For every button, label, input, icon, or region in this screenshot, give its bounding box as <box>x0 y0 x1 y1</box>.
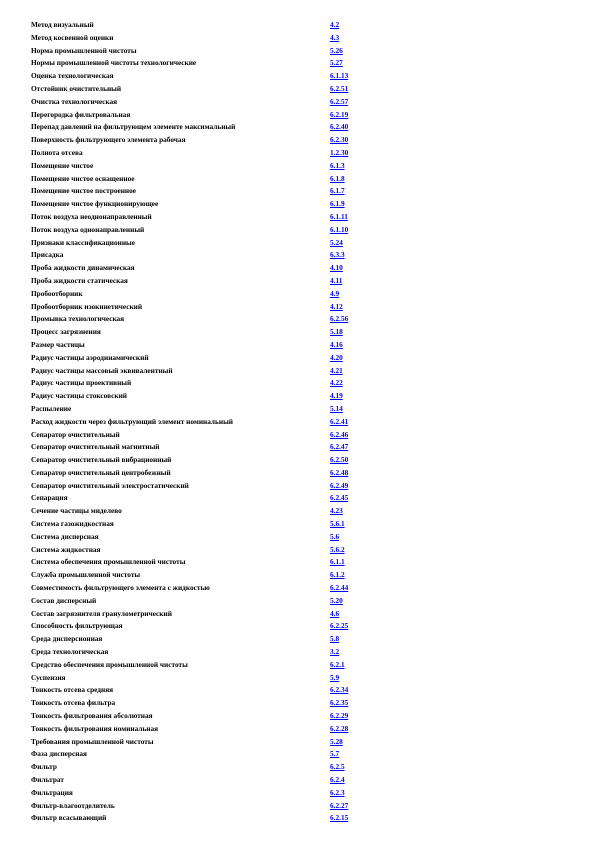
index-ref-link[interactable]: 5.6 <box>330 531 340 541</box>
index-entry <box>31 326 571 339</box>
index-entry <box>31 262 571 275</box>
index-term: Проба жидкости статическая <box>31 275 128 285</box>
index-entry <box>31 301 571 314</box>
index-entry <box>31 416 571 429</box>
index-term: Сепаратор очистительный центробежный <box>31 467 171 477</box>
index-ref-link[interactable]: 6.2.46 <box>330 429 349 439</box>
index-entry <box>31 390 571 403</box>
index-ref-link[interactable]: 6.1.10 <box>330 224 349 234</box>
index-ref-link[interactable]: 6.2.40 <box>330 122 349 132</box>
index-ref-link[interactable]: 6.2.28 <box>330 723 349 733</box>
index-ref-link[interactable]: 6.1.9 <box>330 199 345 209</box>
index-ref-link[interactable]: 5.9 <box>330 672 340 682</box>
index-term: Отстойник очистительный <box>31 83 122 93</box>
index-ref-link[interactable]: 4.22 <box>330 378 343 388</box>
index-entry <box>31 429 571 442</box>
index-ref-link[interactable]: 4.20 <box>330 352 343 362</box>
index-ref-link[interactable]: 6.2.50 <box>330 455 349 465</box>
index-ref-link[interactable]: 3.2 <box>330 647 340 657</box>
index-entry <box>31 249 571 262</box>
index-term: Сепарация <box>31 493 68 503</box>
index-ref-link[interactable]: 6.2.45 <box>330 493 349 503</box>
index-term: Метод визуальный <box>31 20 94 29</box>
index-entry <box>31 454 571 467</box>
index-term: Перегородка фильтровальная <box>31 109 131 119</box>
index-term: Поверхность фильтрующего элемента рабочая <box>31 135 186 145</box>
index-entry <box>31 569 571 582</box>
index-term: Тонкость отсева фильтра <box>31 698 116 708</box>
index-entry <box>31 646 571 659</box>
index-ref-link[interactable]: 4.10 <box>330 263 343 273</box>
index-ref-link[interactable]: 6.2.25 <box>330 621 349 631</box>
index-ref-link[interactable]: 4.11 <box>330 275 343 285</box>
index-ref-link[interactable]: 6.2.5 <box>330 762 345 772</box>
index-term: Тонкость фильтрования номинальная <box>31 723 159 733</box>
index-entry <box>31 800 571 813</box>
index-ref-link[interactable]: 1.2.30 <box>330 147 349 157</box>
index-entry <box>31 761 571 774</box>
index-entry <box>31 211 571 224</box>
index-term: Средство обеспечения промышленной чистоты <box>31 659 188 669</box>
index-ref-link[interactable]: 4.6 <box>330 608 340 618</box>
index-term: Помещение чистое функционирующее <box>31 199 159 209</box>
index-entry <box>31 736 571 749</box>
index-ref-link[interactable]: 6.2.49 <box>330 480 349 490</box>
index-term: Помещение чистое оснащенное <box>31 173 135 183</box>
index-entry <box>31 441 571 454</box>
index-term: Служба промышленной чистоты <box>31 570 141 580</box>
index-term: Радиус частицы массовый эквивалентный <box>31 365 173 375</box>
index-entry <box>31 684 571 697</box>
index-entry <box>31 480 571 493</box>
index-term: Расход жидкости через фильтрующий элемент номинальный <box>31 416 233 426</box>
index-entry <box>31 697 571 710</box>
index-ref-link[interactable]: 6.2.4 <box>330 775 345 785</box>
index-entry <box>31 121 571 134</box>
index-term: Система газожидкостная <box>31 519 114 529</box>
index-entry <box>31 288 571 301</box>
index-entry <box>31 492 571 505</box>
index-entry <box>31 224 571 237</box>
index-ref-link[interactable]: 6.2.1 <box>330 659 345 669</box>
index-term: Среда технологическая <box>31 647 109 657</box>
index-term: Фильтр всасывающий <box>31 813 107 823</box>
index-entry <box>31 633 571 646</box>
index-ref-link[interactable]: 6.2.29 <box>330 711 349 721</box>
index-entry <box>31 723 571 736</box>
index-term: Помещение чистое построенное <box>31 186 137 196</box>
index-ref-link[interactable]: 6.2.35 <box>330 698 349 708</box>
index-entry <box>31 531 571 544</box>
index-entry <box>31 173 571 186</box>
index-ref-link[interactable]: 4.23 <box>330 506 343 516</box>
index-term: Сепаратор очистительный вибрационный <box>31 455 172 465</box>
index-ref-link[interactable]: 6.2.27 <box>330 800 349 810</box>
index-term: Распыление <box>31 403 72 413</box>
index-ref-link[interactable]: 5.28 <box>330 736 343 746</box>
index-term: Радиус частицы стоксовский <box>31 391 127 401</box>
index-term: Фильтрат <box>31 775 64 785</box>
index-term: Присадка <box>31 250 64 260</box>
index-ref-link[interactable]: 5.6.2 <box>330 544 345 554</box>
index-term: Пробоотборник изокинетический <box>31 301 143 311</box>
index-ref-link[interactable]: 6.1.8 <box>330 173 345 183</box>
index-ref-link[interactable]: 6.1.3 <box>330 160 345 170</box>
index-term: Фильтр-влагоотделитель <box>31 800 115 810</box>
index-term: Система дисперсная <box>31 531 99 541</box>
index-ref-link[interactable]: 4.16 <box>330 339 343 349</box>
index-term: Система обеспечения промышленной чистоты <box>31 557 186 567</box>
index-ref-link[interactable]: 5.6.1 <box>330 519 345 529</box>
index-ref-link[interactable]: 6.2.56 <box>330 314 349 324</box>
index-ref-link[interactable]: 4.12 <box>330 301 343 311</box>
index-ref-link[interactable]: 6.2.34 <box>330 685 349 695</box>
index-ref-link[interactable]: 6.3.3 <box>330 250 345 260</box>
index-term: Промывка технологическая <box>31 314 125 324</box>
index-term: Способность фильтрующая <box>31 621 123 631</box>
index-term: Требования промышленной чистоты <box>31 736 154 746</box>
index-ref-link[interactable]: 6.1.7 <box>330 186 345 196</box>
index-term: Метод косвенной оценки <box>31 32 114 42</box>
index-entry <box>31 403 571 416</box>
index-ref-link[interactable]: 6.2.19 <box>330 109 349 119</box>
index-ref-link[interactable]: 6.1.11 <box>330 211 348 221</box>
index-entry <box>31 134 571 147</box>
index-entry <box>31 556 571 569</box>
index-ref-link[interactable]: 6.2.47 <box>330 442 349 452</box>
index-entry <box>31 96 571 109</box>
index-term: Норма промышленной чистоты <box>31 45 137 55</box>
index-entry <box>31 787 571 800</box>
index-term: Тонкость фильтрования абсолютная <box>31 711 153 721</box>
index-term: Фильтрация <box>31 787 73 797</box>
index-term: Сечение частицы миделево <box>31 506 122 516</box>
index-term: Состав загрязнителя гранулометрический <box>31 608 172 618</box>
index-entry <box>31 45 571 58</box>
index-term: Фаза дисперсная <box>31 749 87 759</box>
index-term: Сепаратор очистительный магнитный <box>31 442 160 452</box>
index-entry <box>31 352 571 365</box>
index-ref-link[interactable]: 6.2.41 <box>330 416 349 426</box>
index-entry <box>31 595 571 608</box>
index-term: Радиус частицы аэродинамический <box>31 352 149 362</box>
index-term: Тонкость отсева средняя <box>31 685 114 695</box>
index-entry <box>31 467 571 480</box>
index-ref-link[interactable]: 6.2.15 <box>330 813 349 823</box>
index-ref-link[interactable]: 5.14 <box>330 403 343 413</box>
index-term: Радиус частицы проективный <box>31 378 132 388</box>
index-ref-link[interactable]: 5.8 <box>330 634 340 644</box>
index-entry <box>31 109 571 122</box>
index-entry <box>31 812 571 825</box>
index-term: Сепаратор очистительный электростатический <box>31 480 189 490</box>
index-entry <box>31 518 571 531</box>
index-ref-link[interactable]: 6.1.2 <box>330 570 345 580</box>
index-term: Признаки классификационные <box>31 237 135 247</box>
index-ref-link[interactable]: 5.26 <box>330 45 343 55</box>
index-ref-link[interactable]: 6.2.44 <box>330 583 349 593</box>
index-entry <box>31 582 571 595</box>
index-term: Процесс загрязнения <box>31 327 101 337</box>
index-entry <box>31 339 571 352</box>
index-entry <box>31 748 571 761</box>
index-entry <box>31 505 571 518</box>
index-ref-link[interactable]: 5.27 <box>330 58 343 68</box>
index-term: Оценка технологическая <box>31 71 114 81</box>
index-term: Поток воздуха однонаправленный <box>31 224 145 234</box>
index-term: Проба жидкости динамическая <box>31 263 135 273</box>
index-ref-link[interactable]: 5.20 <box>330 595 343 605</box>
index-entry <box>31 620 571 633</box>
index-ref-link[interactable]: 6.2.57 <box>330 96 349 106</box>
index-entry <box>31 83 571 96</box>
index-ref-link[interactable]: 6.2.30 <box>330 135 349 145</box>
index-term: Полнота отсева <box>31 147 83 157</box>
index-term: Состав дисперсный <box>31 595 97 605</box>
index-ref-link[interactable]: 5.24 <box>330 237 343 247</box>
index-term: Среда дисперсионная <box>31 634 103 644</box>
index-entry <box>31 185 571 198</box>
index-ref-link[interactable]: 6.1.13 <box>330 71 349 81</box>
index-ref-link[interactable]: 4.21 <box>330 365 343 375</box>
index-ref-link[interactable]: 6.2.51 <box>330 83 349 93</box>
index-term: Нормы промышленной чистоты технологические <box>31 58 197 68</box>
index-entry <box>31 198 571 211</box>
index-entry <box>31 19 571 32</box>
index-entry <box>31 774 571 787</box>
index-entry <box>31 160 571 173</box>
index-entry <box>31 147 571 160</box>
index-term: Суспензия <box>31 672 66 682</box>
index-term: Совместимость фильтрующего элемента с жидкостью <box>31 583 210 593</box>
index-entry <box>31 57 571 70</box>
index-ref-link[interactable]: 5.7 <box>330 749 340 759</box>
index-entry <box>31 710 571 723</box>
index-entry <box>31 32 571 45</box>
index-term: Перепад давлений на фильтрующем элементе максимальный <box>31 122 236 132</box>
index-ref-link[interactable]: 4.2 <box>330 20 340 29</box>
index-ref-link[interactable]: 5.18 <box>330 327 343 337</box>
index-ref-link[interactable]: 4.9 <box>330 288 340 298</box>
index-term: Система жидкостная <box>31 544 101 554</box>
index-entry <box>31 659 571 672</box>
index-entry <box>31 672 571 685</box>
index-entry <box>31 608 571 621</box>
index-entry <box>31 70 571 83</box>
index-term: Очистка технологическая <box>31 96 118 106</box>
term-index <box>31 19 571 825</box>
index-entry <box>31 237 571 250</box>
index-ref-link[interactable]: 4.3 <box>330 32 340 42</box>
index-term: Поток воздуха неоднонаправленный <box>31 211 152 221</box>
index-ref-link[interactable]: 6.2.48 <box>330 467 349 477</box>
index-entry <box>31 365 571 378</box>
index-term: Размер частицы <box>31 339 85 349</box>
index-entry <box>31 313 571 326</box>
index-entry <box>31 544 571 557</box>
index-term: Фильтр <box>31 762 57 772</box>
index-entry <box>31 275 571 288</box>
index-ref-link[interactable]: 4.19 <box>330 391 343 401</box>
index-term: Пробоотборник <box>31 288 83 298</box>
index-entry <box>31 377 571 390</box>
index-term: Сепаратор очистительный <box>31 429 120 439</box>
index-ref-link[interactable]: 6.2.3 <box>330 787 345 797</box>
index-ref-link[interactable]: 6.1.1 <box>330 557 345 567</box>
index-term: Помещение чистое <box>31 160 94 170</box>
